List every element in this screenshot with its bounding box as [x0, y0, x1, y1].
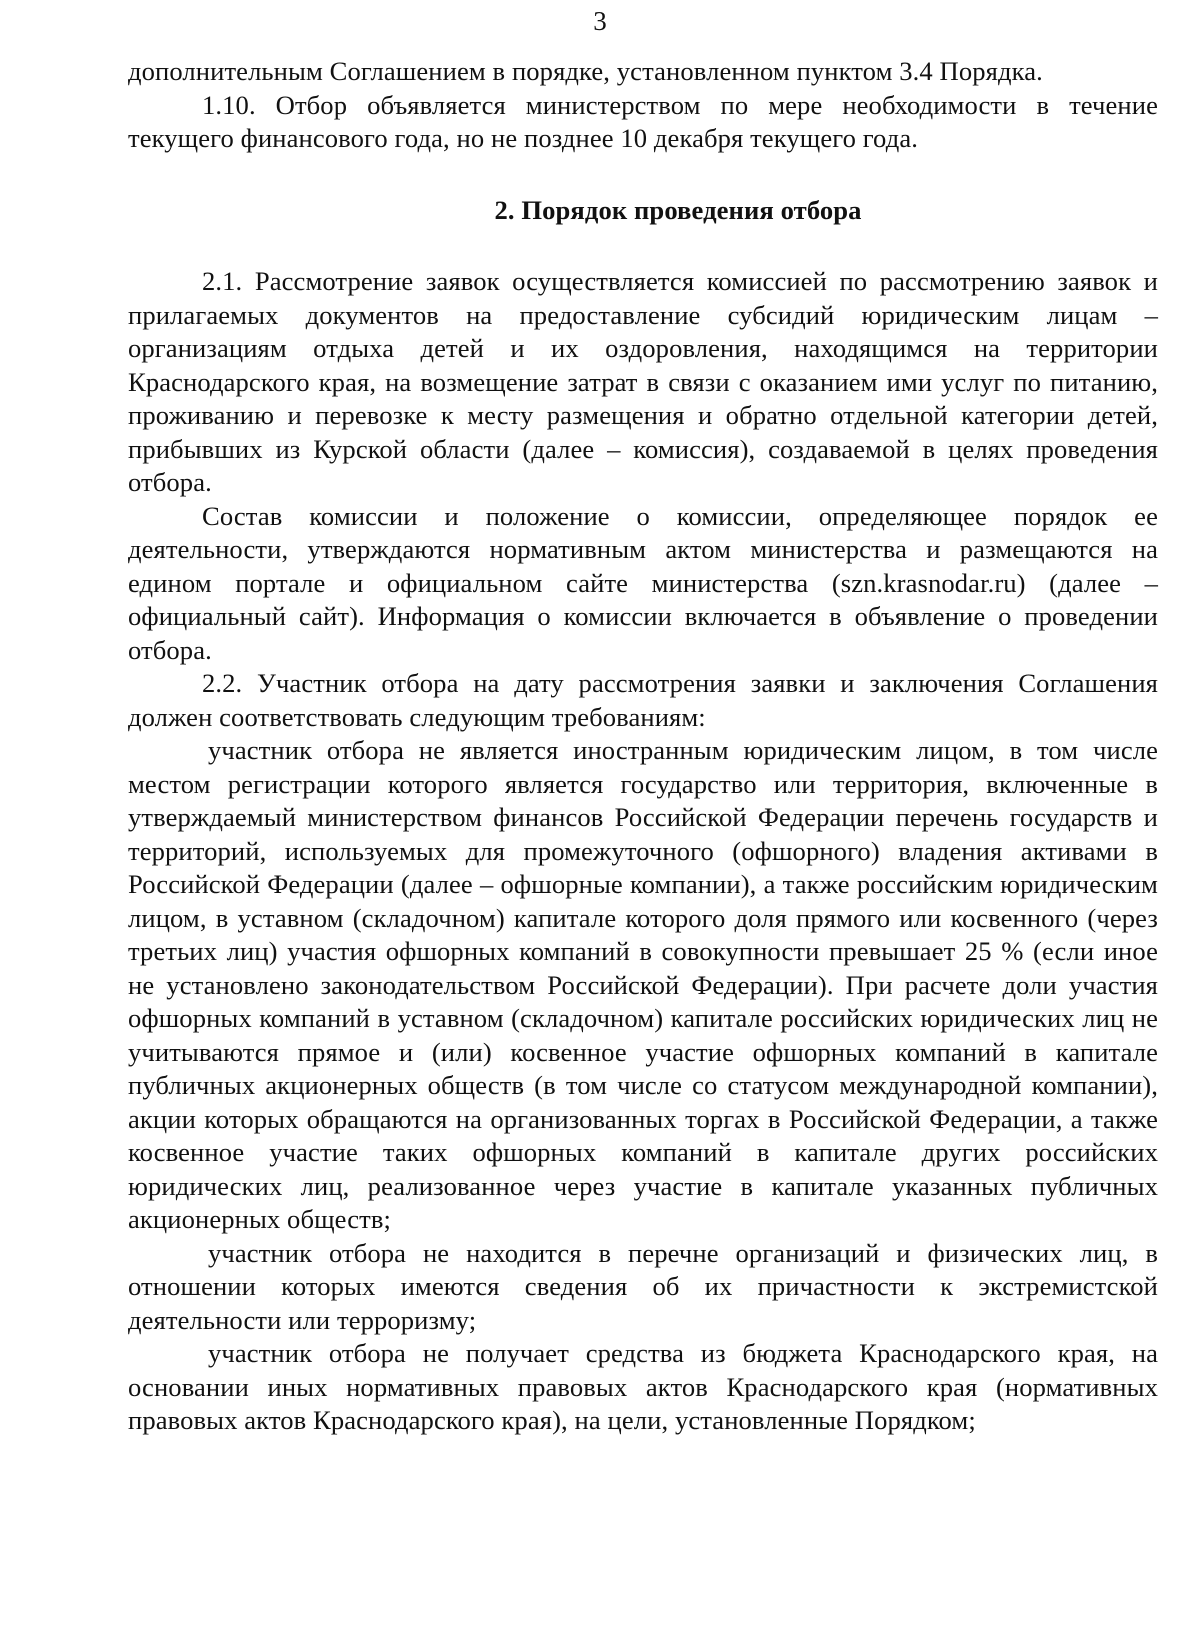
requirement-offshore: участник отбора не является иностранным юридическим лицом, в том числе местом регистрации которого является государство или территория, включенные в утверждаемый министерством финансов Российской Федерации перечень государств и территорий, используемых для промежуточного (офшорного) владения активами в Российской Федерации (далее – офшорные компании), а также российским юридическим лицом, в уставном (складочном) капитале которого доля прямого или косвенного (через третьих лиц) участия офшорных компаний в совокупности превышает 25 % (если иное не установлено законодательством Российской Федерации). При расчете доли участия офшорных компаний в уставном (складочном) капитале российских юридических лиц не учитываются прямое и (или) косвенное участие офшорных компаний в капитале публичных акционерных обществ (в том числе со статусом международной компании), акции которых обращаются на организованных торгах в Российской Федерации, а также косвенное участие таких офшорных компаний в капитале других российских юридических лиц, реализованное через участие в капитале указанных публичных акционерных обществ; [128, 735, 1158, 1234]
paragraph-1-10: 1.10. Отбор объявляется министерством по мере необходимости в течение текущего финансового года, но не позднее 10 декабря текущего года. [128, 89, 1158, 153]
paragraph-2-2: 2.2. Участник отбора на дату рассмотрения заявки и заключения Соглашения должен соответствовать следующим требованиям: [128, 668, 1158, 732]
paragraph-2-1: 2.1. Рассмотрение заявок осуществляется комиссией по рассмотрению заявок и прилагаемых документов на предоставление субсидий юридическим лицам – организациям отдыха детей и их оздоровления, находящимся на территории Краснодарского края, на возмещение затрат в связи с оказанием ими услуг по питанию, проживанию и перевозке к месту размещения и обратно отдельной категории детей, прибывших из Курской области (далее – комиссия), создаваемой в целях проведения отбора. [128, 266, 1158, 497]
page-number: 3 [593, 6, 607, 36]
requirement-extremism: участник отбора не находится в перечне организаций и физических лиц, в отношении которых имеются сведения об их причастности к экстремистской деятельности или терроризму; [128, 1237, 1158, 1335]
paragraph-commission-composition: Состав комиссии и положение о комиссии, определяющее порядок ее деятельности, утверждаются нормативным актом министерства и размещаются на едином портале и официальном сайте министерства (szn.krasnodar.ru) (далее – официальный сайт). Информация о комиссии включается в объявление о проведении отбора. [128, 500, 1158, 665]
section-heading: 2. Порядок проведения отбора [494, 194, 862, 225]
paragraph-continuation: дополнительным Соглашением в порядке, установленном пунктом 3.4 Порядка. [128, 56, 1043, 86]
requirement-budget-funds: участник отбора не получает средства из бюджета Краснодарского края, на основании иных нормативных правовых актов Краснодарского края (нормативных правовых актов Краснодарского края), на цели, установленные Порядком; [128, 1338, 1158, 1435]
document-body [128, 55, 1158, 1438]
